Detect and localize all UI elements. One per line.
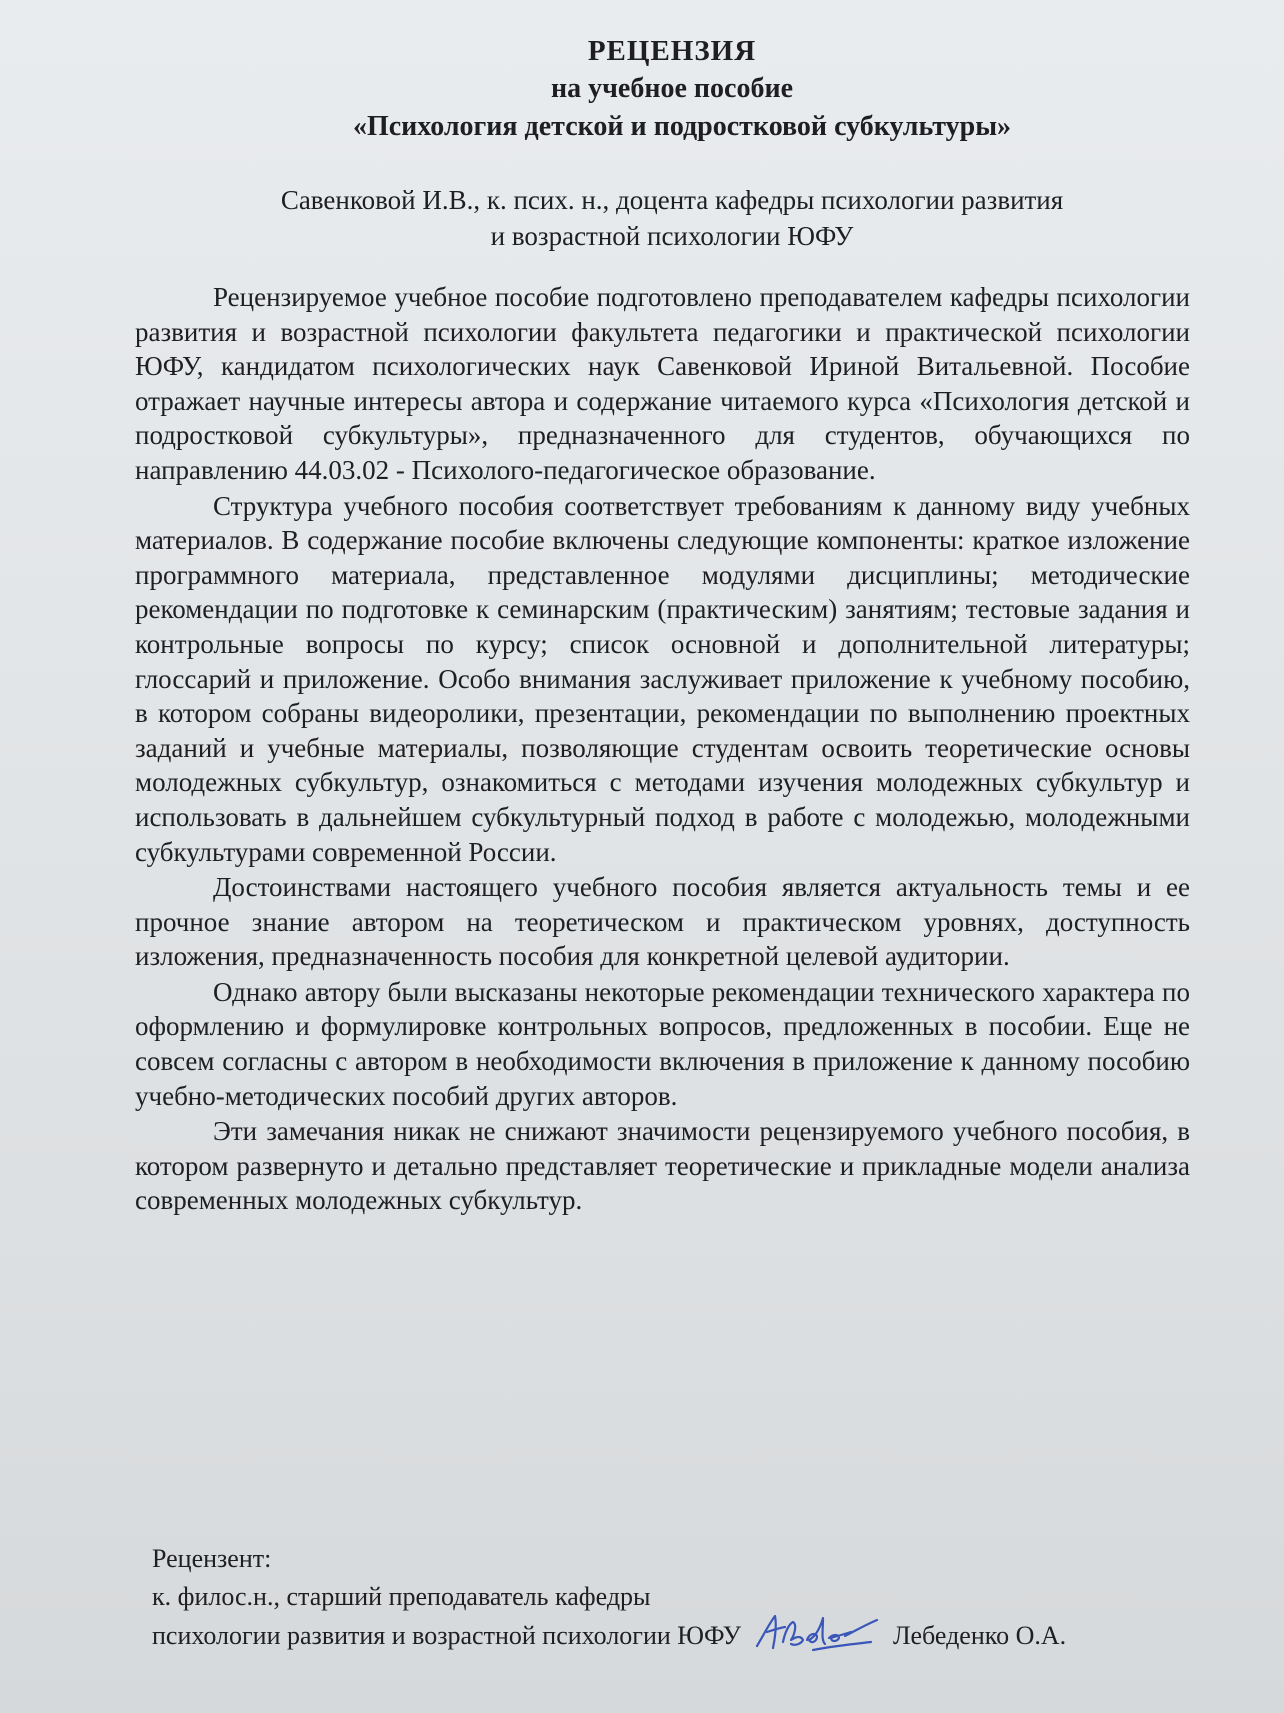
paragraph-1: Рецензируемое учебное пособие подготовлено преподавателем кафедры психологии развития и возрастной психологии факультета педагогики и практической психологии ЮФУ, кандидатом психологических наук Савенковой Ириной Витальевной. Пособие отражает научные интересы автора и содержание читаемого курса «Психология детской и подростковой субкультуры», предназначенного для студентов, обучающихся по направлению 44.03.02 - Психолого-педагогическое образование.	[135, 282, 1190, 485]
author-line-1: Савенковой И.В., к. псих. н., доцента кафедры психологии развития	[280, 185, 1064, 215]
handwritten-signature	[753, 1606, 883, 1656]
author-block	[0, 182, 1284, 254]
paragraph-5: Эти замечания никак не снижают значимости рецензируемого учебного пособия, в котором развернуто и детально представляет теоретические и прикладные модели анализа современных молодежных субкультур.	[135, 1116, 1190, 1216]
document-title: РЕЦЕНЗИЯ	[587, 35, 757, 67]
review-body	[135, 280, 1190, 1219]
book-title: «Психология детской и подростковой субкультуры»	[352, 111, 1012, 142]
reviewer-signature-row	[152, 1616, 1212, 1656]
paragraph-4: Однако автору были высказаны некоторые рекомендации технического характера по оформлению и формулировке контрольных вопросов, предложенных в пособии. Еще не совсем согласны с автором в необходимости включения в приложение к данному пособию учебно-методических пособий других авторов.	[135, 976, 1190, 1111]
paragraph-3: Достоинствами настоящего учебного пособия является актуальность темы и ее прочное знание автором на теоретическом и практическом уровнях, доступность изложения, предназначенность пособия для конкретной целевой аудитории.	[135, 872, 1190, 972]
author-line-2: и возрастной психологии ЮФУ	[490, 221, 854, 251]
reviewer-position-2: психологии развития и возрастной психологии ЮФУ	[152, 1621, 741, 1650]
document-header	[0, 32, 1284, 146]
reviewer-name: Лебеденко О.А.	[893, 1621, 1067, 1650]
document-subtitle: на учебное пособие	[550, 73, 794, 104]
reviewer-block	[152, 1540, 1212, 1656]
paragraph-2: Структура учебного пособия соответствует требованиям к данному виду учебных материалов. В содержание пособие включены следующие компоненты: краткое изложение программного материала, представленное модулями дисциплины; методические рекомендации по подготовке к семинарским (практическим) занятиям; тестовые задания и контрольные вопросы по курсу; список основной и дополнительной литературы; глоссарий и приложение. Особо внимания заслуживает приложение к учебному пособию, в котором собраны видеоролики, презентации, рекомендации по выполнению проектных заданий и учебные материалы, позволяющие студентам освоить теоретические основы молодежных субкультур, ознакомиться с методами изучения молодежных субкультур и использовать в дальнейшем субкультурный подход в работе с молодежью, молодежными субкультурами современной России.	[135, 490, 1190, 867]
reviewer-position-1: к. филос.н., старший преподаватель кафедры	[152, 1582, 651, 1611]
reviewer-label: Рецензент:	[152, 1544, 272, 1573]
